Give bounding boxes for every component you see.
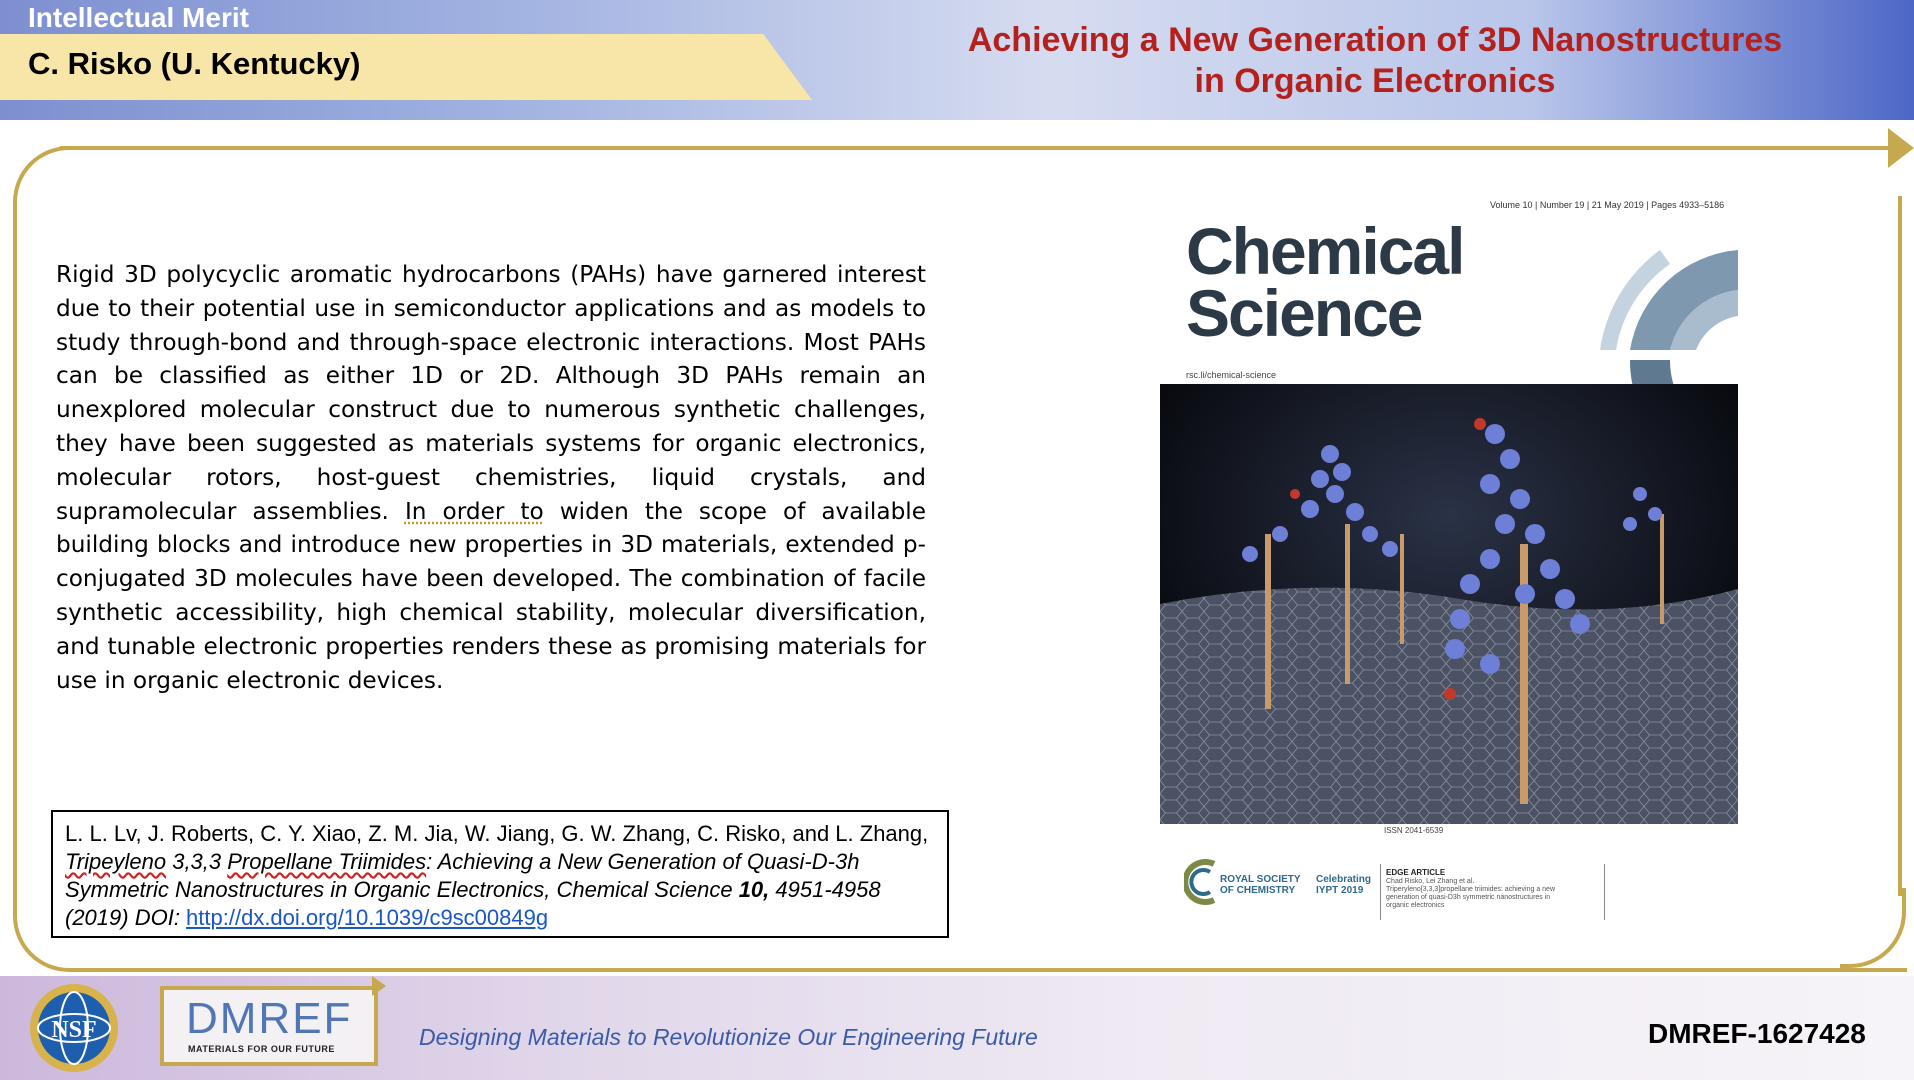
journal-cover bbox=[1160, 190, 1738, 940]
iypt-badge bbox=[1316, 874, 1371, 896]
cover-meta: Volume 10 | Number 19 | 21 May 2019 | Pages 4933–5186 bbox=[1490, 200, 1725, 210]
citation-authors: L. L. Lv, J. Roberts, C. Y. Xiao, Z. M. Jia, W. Jiang, G. W. Zhang, C. Risko, and L. Zhang, bbox=[65, 821, 929, 846]
section-label: Intellectual Merit bbox=[28, 2, 249, 33]
citation-box bbox=[51, 810, 949, 938]
rsc-line1: ROYAL SOCIETY bbox=[1220, 874, 1301, 885]
cover-artwork bbox=[1160, 384, 1738, 824]
cover-title-line2: Science bbox=[1186, 276, 1422, 350]
summary-part1: Rigid 3D polycyclic aromatic hydrocarbons (PAHs) have garnered interest due to their potential use in semiconductor applications and as models to study through-bond and through-space electronic interactions. Most PAHs can be classified as either 1D or 2D. Although 3D PAHs remain an unexplored molecular construct due to numerous synthetic challenges, they have been suggested as materials systems for organic electronics, molecular rotors, host-guest chemistries, liquid crystals, and supramolecular assemblies. bbox=[56, 261, 926, 525]
cover-title-line1: Chemical bbox=[1186, 214, 1464, 288]
cover-footer bbox=[1160, 838, 1738, 940]
summary-highlight: In order to bbox=[404, 497, 544, 525]
edge-article-desc: Chad Risko, Lei Zhang et al. Triperyleno[3,3,3]propellane triimides: achieving a new generation of quasi-D3h symmetric nanostructures in organic electronics bbox=[1386, 878, 1555, 909]
citation-title-b: 3,3,3 bbox=[166, 849, 228, 874]
nsf-logo-icon bbox=[28, 982, 120, 1074]
frame-right-line bbox=[1898, 196, 1902, 896]
slide-title-line2: in Organic Electronics bbox=[1194, 62, 1556, 100]
dmref-arrow-icon bbox=[372, 976, 386, 996]
slide-title bbox=[920, 20, 1830, 102]
footer-banner bbox=[0, 976, 1914, 1080]
dmref-logo bbox=[160, 986, 378, 1066]
nsf-logo-text: NSF bbox=[51, 1017, 97, 1043]
cover-issn: ISSN 2041-6539 bbox=[1384, 826, 1444, 835]
edge-article-title: EDGE ARTICLE bbox=[1386, 868, 1446, 877]
frame-top-line bbox=[60, 146, 1890, 150]
dmref-sub: MATERIALS FOR OUR FUTURE bbox=[188, 1044, 335, 1054]
iypt-line1: Celebrating bbox=[1316, 874, 1372, 885]
rsc-line2: OF CHEMISTRY bbox=[1220, 885, 1296, 896]
citation-title-c: Propellane Triimides bbox=[227, 849, 427, 874]
citation-pages: 4951-4958 (2019) DOI: bbox=[65, 877, 881, 930]
doi-link[interactable]: http://dx.doi.org/10.1039/c9sc00849g bbox=[186, 905, 549, 930]
cover-divider bbox=[1380, 864, 1381, 920]
slide-title-line1: Achieving a New Generation of 3D Nanostructures bbox=[967, 21, 1783, 59]
frame-arrow-icon bbox=[1888, 128, 1914, 168]
cover-title bbox=[1186, 214, 1464, 350]
rsc-name bbox=[1220, 874, 1301, 896]
cover-url: rsc.li/chemical-science bbox=[1186, 370, 1277, 380]
iypt-line2: IYPT 2019 bbox=[1316, 885, 1364, 896]
cover-divider-right bbox=[1604, 864, 1605, 920]
footer-tagline: Designing Materials to Revolutionize Our Engineering Future bbox=[419, 1024, 1038, 1050]
citation-title-rest: : Achieving a New Generation of Quasi-D-3h Symmetric Nanostructures in Organic Electronics, Chemical Science bbox=[65, 849, 860, 902]
summary-paragraph bbox=[56, 258, 926, 697]
header-banner bbox=[0, 0, 1914, 120]
author-name: C. Risko (U. Kentucky) bbox=[28, 46, 361, 81]
summary-part2: widen the scope of available building blocks and introduce new properties in 3D materials, extended p-conjugated 3D molecules have been developed. The combination of facile synthetic accessibility, high chemical stability, molecular diversification, and tunable electronic properties renders these as promising materials for use in organic electronic devices. bbox=[56, 497, 926, 694]
citation-volume: 10, bbox=[738, 877, 770, 902]
dmref-word: DMREF bbox=[186, 994, 353, 1043]
citation-title-a: Tripeyleno bbox=[65, 849, 167, 874]
rsc-logo-icon bbox=[1184, 858, 1220, 906]
grant-number: DMREF-1627428 bbox=[1648, 1018, 1866, 1049]
